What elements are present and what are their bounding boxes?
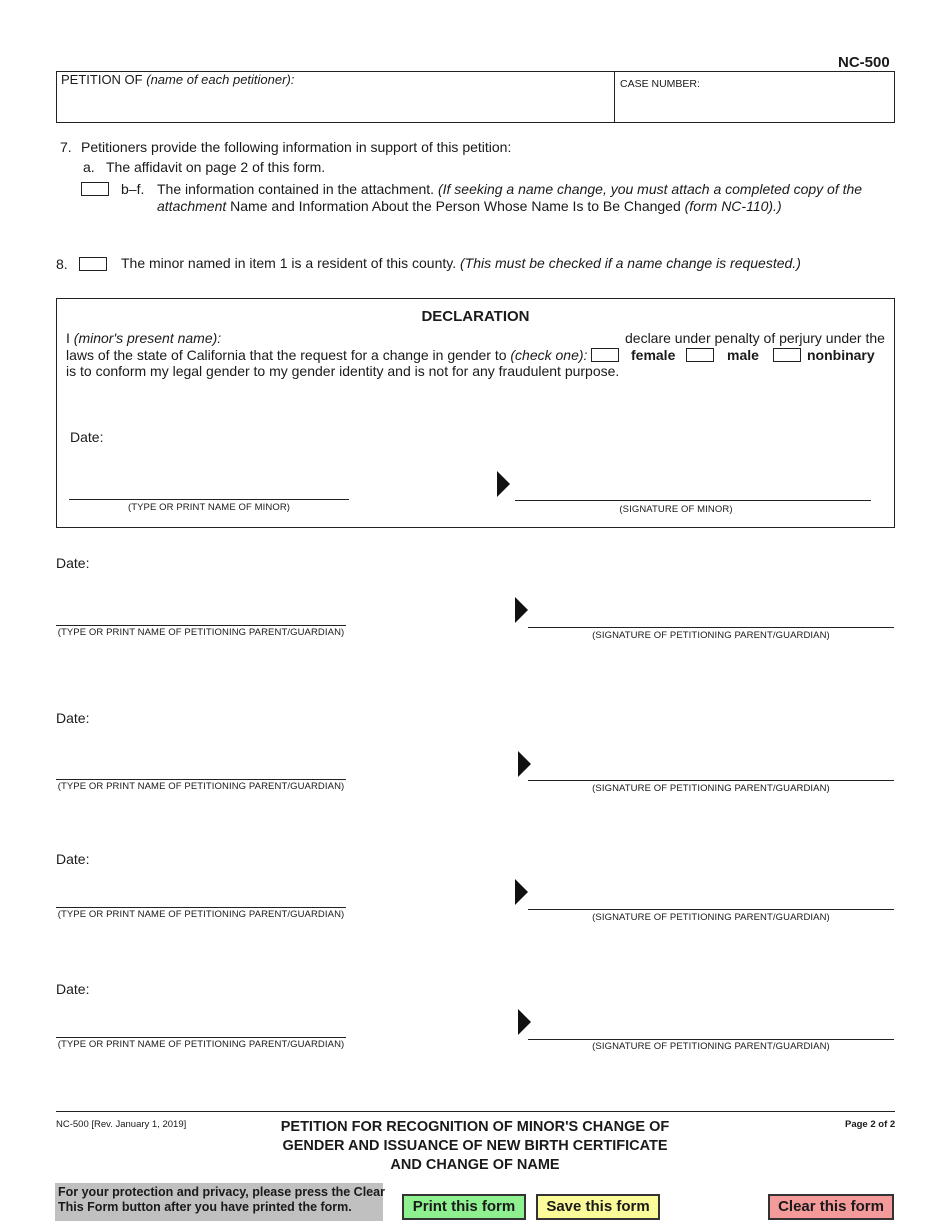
privacy-notice [55,1183,383,1221]
nonbinary-checkbox[interactable] [773,348,801,362]
item8-hint: (This must be checked if a name change is requested.) [460,255,801,271]
print-button[interactable]: Print this form [402,1194,526,1220]
item7a-text: The affidavit on page 2 of this form. [106,159,326,175]
minor-present-name-hint: (minor's present name): [73,330,222,346]
female-checkbox[interactable] [591,348,619,362]
item7bf-hint1: (If seeking a name change, you must attach a completed copy of the [437,181,863,197]
clear-button[interactable]: Clear this form [768,1194,894,1220]
parent-signature-caption: (SIGNATURE OF PETITIONING PARENT/GUARDIAN) [592,783,830,794]
item8-number: 8. [56,256,68,272]
form-title-line3: AND CHANGE OF NAME [390,1157,560,1173]
item8-checkbox[interactable] [79,257,107,271]
female-label: female [631,347,676,363]
revision-note: NC-500 [Rev. January 1, 2019] [56,1119,187,1130]
declaration-title: DECLARATION [421,308,530,325]
declare-penalty-text: declare under penalty of perjury under the [625,330,885,346]
save-button[interactable]: Save this form [536,1194,660,1220]
privacy-line2: This Form button after you have printed the form. [58,1200,352,1214]
petition-of-hint: (name of each petitioner): [146,72,295,87]
sign-here-arrow-icon [515,597,528,623]
item7bf-hint2a: attachment [157,198,227,214]
parent-signature-line[interactable] [528,1039,894,1040]
item7a-label: a. [83,159,95,175]
male-label: male [727,347,759,363]
header-divider [614,71,615,123]
parent-signature-line[interactable] [528,909,894,910]
parent-signature-line[interactable] [528,780,894,781]
item7-number: 7. [60,139,72,155]
parent-name-caption: (TYPE OR PRINT NAME OF PETITIONING PARENT/GUARDIAN) [57,627,345,638]
sign-here-arrow-icon [518,751,531,777]
minor-signature-line[interactable] [515,500,871,501]
parent-signature-caption: (SIGNATURE OF PETITIONING PARENT/GUARDIAN) [592,912,830,923]
item8-text: The minor named in item 1 is a resident of this county. [121,255,457,271]
conform-text: is to conform my legal gender to my gender identity and is not for any fraudulent purpose. [66,363,620,379]
petition-of-field[interactable] [61,72,294,88]
item7bf-text-line2 [157,198,782,215]
parent-signature-caption: (SIGNATURE OF PETITIONING PARENT/GUARDIAN) [592,1041,830,1052]
sign-here-arrow-icon [515,879,528,905]
item8-text-line [121,255,801,272]
male-checkbox[interactable] [686,348,714,362]
form-title-line1: PETITION FOR RECOGNITION OF MINOR'S CHANGE OF [280,1119,670,1135]
item7bf-text-line1 [157,181,862,198]
form-title-line2: GENDER AND ISSUANCE OF NEW BIRTH CERTIFICATE [282,1138,668,1154]
page-number: Page 2 of 2 [845,1119,896,1130]
parent-signature-line[interactable] [528,627,894,628]
privacy-line1: For your protection and privacy, please press the Clear [58,1185,385,1199]
parent-name-line[interactable] [56,779,346,780]
parent-date-label[interactable]: Date: [56,710,90,726]
item7bf-checkbox[interactable] [81,182,109,196]
parent-date-label[interactable]: Date: [56,981,90,997]
parent-name-caption: (TYPE OR PRINT NAME OF PETITIONING PARENT/GUARDIAN) [57,1039,345,1050]
nonbinary-label: nonbinary [807,347,875,363]
parent-date-label[interactable]: Date: [56,555,90,571]
laws-text-line [66,347,587,364]
declaration-date-label[interactable]: Date: [70,429,104,445]
minor-present-name-field[interactable] [66,330,221,347]
minor-signature-caption: (SIGNATURE OF MINOR) [619,504,733,515]
item7bf-hint2c: (form NC-110).) [684,198,782,214]
item7bf-label: b–f. [121,181,145,197]
item7bf-text: The information contained in the attachment. [157,181,435,197]
parent-name-caption: (TYPE OR PRINT NAME OF PETITIONING PARENT/GUARDIAN) [57,781,345,792]
sign-here-arrow-icon [518,1009,531,1035]
case-number-label[interactable]: CASE NUMBER: [620,78,700,90]
form-id: NC-500 [838,54,890,71]
footer-rule [56,1111,895,1112]
parent-signature-caption: (SIGNATURE OF PETITIONING PARENT/GUARDIAN) [592,630,830,641]
form-title [235,1118,715,1175]
sign-here-arrow-icon [497,471,510,497]
item7bf-hint2b: Name and Information About the Person Whose Name Is to Be Changed [230,198,681,214]
petition-of-label: PETITION OF [61,72,143,87]
laws-text: laws of the state of California that the request for a change in gender to [66,347,507,363]
parent-name-line[interactable] [56,625,346,626]
minor-name-line[interactable] [69,499,349,500]
declaration-i: I [66,330,70,346]
minor-name-caption: (TYPE OR PRINT NAME OF MINOR) [127,502,291,513]
parent-name-line[interactable] [56,1037,346,1038]
item7-intro: Petitioners provide the following information in support of this petition: [81,139,512,155]
check-one-hint: (check one): [510,347,588,363]
parent-date-label[interactable]: Date: [56,851,90,867]
parent-name-line[interactable] [56,907,346,908]
parent-name-caption: (TYPE OR PRINT NAME OF PETITIONING PARENT/GUARDIAN) [57,909,345,920]
